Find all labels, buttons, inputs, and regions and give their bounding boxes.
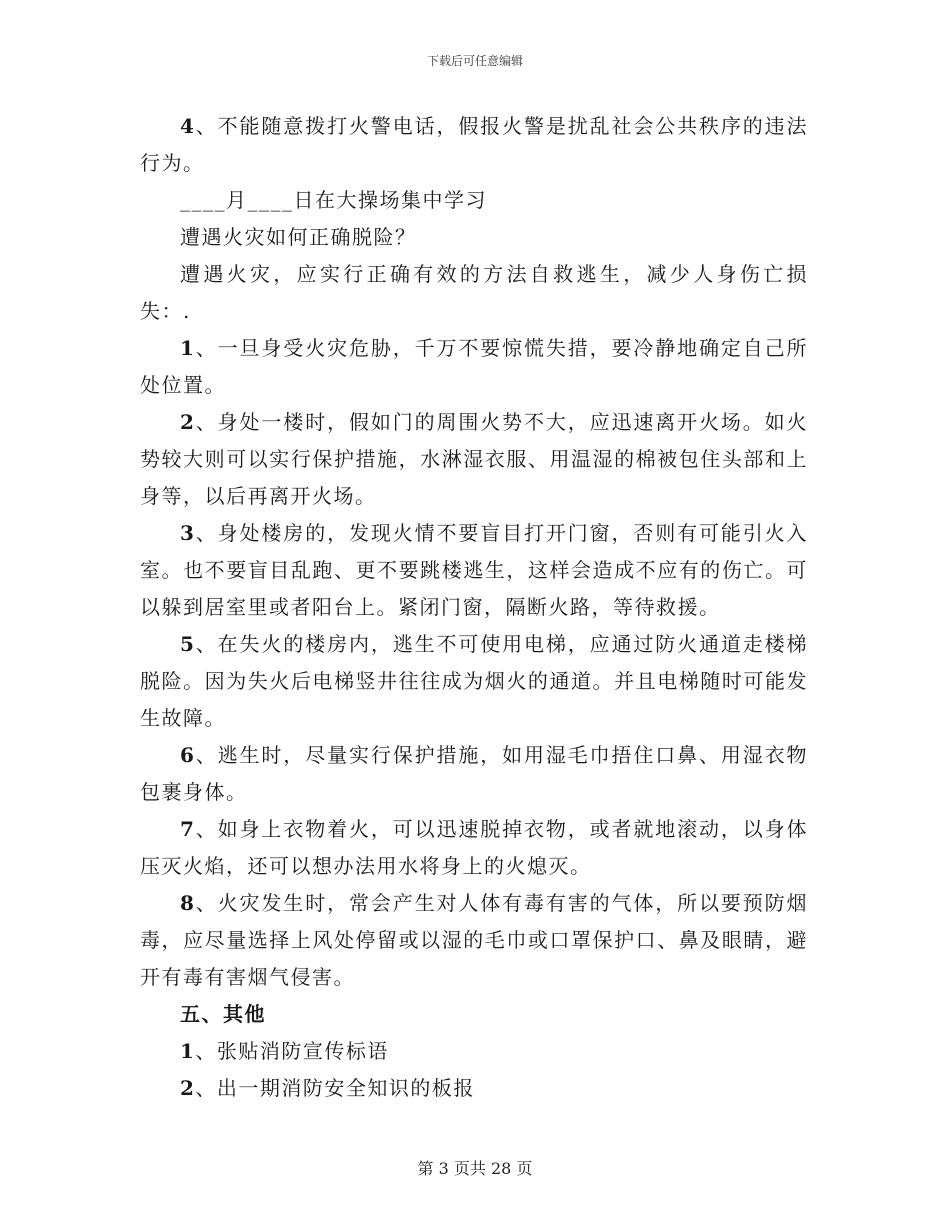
- page-header: 下载后可任意编辑: [426, 54, 523, 68]
- document-body: [140, 108, 808, 1107]
- paragraph: 8、火灾发生时，常会产生对人体有毒有害的气体，所以要预防烟毒，应尽量选择上风处停留或以湿的毛巾或口罩保护口、鼻及眼睛，避开有毒有害烟气侵害。: [140, 891, 808, 989]
- paragraph: 2、身处一楼时，假如门的周围火势不大，应迅速离开火场。如火势较大则可以实行保护措施，水淋湿衣服、用温湿的棉被包住头部和上身等，以后再离开火场。: [140, 410, 808, 508]
- paragraph: 4、不能随意拨打火警电话，假报火警是扰乱社会公共秩序的违法行为。: [140, 114, 808, 175]
- paragraph: 5、在失火的楼房内，逃生不可使用电梯，应通过防火通道走楼梯脱险。因为失火后电梯竖井往往成为烟火的通道。并且电梯随时可能发生故障。: [140, 632, 808, 730]
- paragraph: 遭遇火灾，应实行正确有效的方法自救逃生，减少人身伤亡损失：.: [140, 262, 808, 323]
- list-item: 1、张贴消防宣传标语: [180, 1039, 389, 1063]
- paragraph: 3、身处楼房的，发现火情不要盲目打开门窗，否则有可能引火入室。也不要盲目乱跑、更不要跳楼逃生，这样会造成不应有的伤亡。可以躲到居室里或者阳台上。紧闭门窗，隔断火路，等待救援。: [140, 521, 808, 619]
- paragraph: 7、如身上衣物着火，可以迅速脱掉衣物，或者就地滚动，以身体压灭火焰，还可以想办法用水将身上的火熄灭。: [140, 817, 808, 878]
- paragraph: 6、逃生时，尽量实行保护措施，如用湿毛巾捂住口鼻、用湿衣物包裹身体。: [140, 743, 808, 804]
- page-footer: 第 3 页共 28 页: [417, 1159, 533, 1178]
- paragraph: ____月____日在大操场集中学习: [180, 188, 487, 212]
- paragraph: 遭遇火灾如何正确脱险？: [180, 225, 417, 249]
- section-heading: 五、其他: [180, 1002, 266, 1026]
- paragraph: 1、一旦身受火灾危胁，千万不要惊慌失措，要冷静地确定自己所处位置。: [140, 336, 808, 397]
- list-item: 2、出一期消防安全知识的板报: [180, 1076, 475, 1100]
